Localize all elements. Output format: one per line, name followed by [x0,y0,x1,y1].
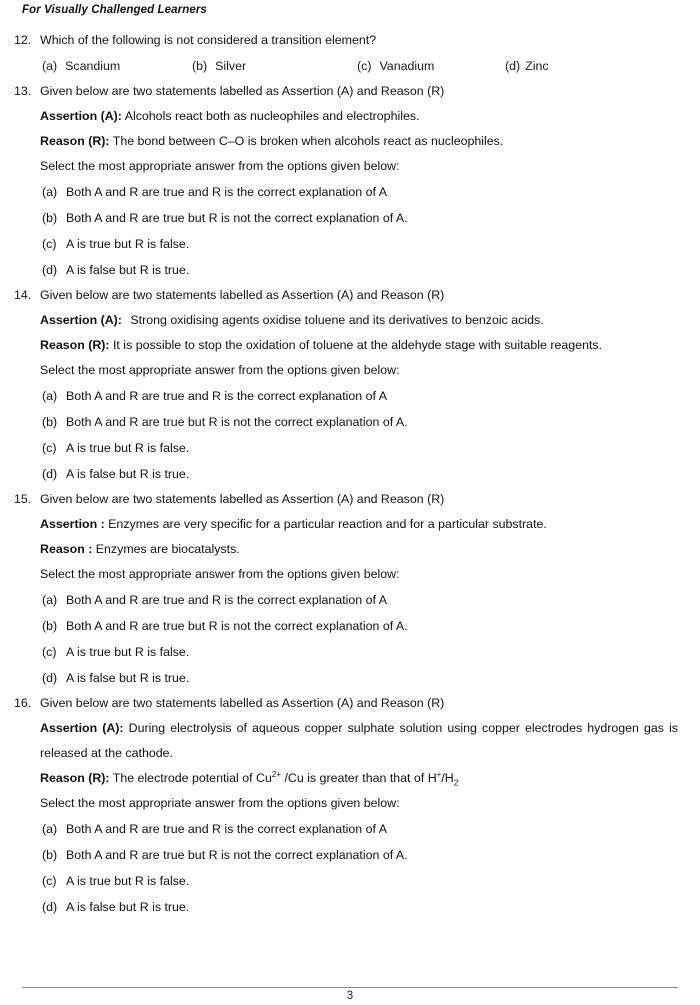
question-15-option-b[interactable] [0,613,700,639]
question-16-assertion [0,716,700,766]
h-charge-superscript: + [436,769,442,779]
question-16-reason-text-1: The electrode potential of Cu [112,771,272,785]
question-15-assertion-label: Assertion : [40,517,105,531]
question-16-stem-row [0,691,700,716]
question-15-option-d-label: (d) [42,671,58,685]
question-16-option-d-text: A is false but R is true. [66,900,190,914]
question-12-options-row [0,53,700,79]
question-15-number: 15. [14,492,32,506]
question-13-option-b-text: Both A and R are true but R is not the correct explanation of A. [66,211,408,225]
page-header-note: For Visually Challenged Learners [22,4,207,16]
question-15-reason [0,537,700,562]
question-15-stem-row [0,487,700,512]
question-16-option-a[interactable] [0,816,700,842]
question-16-reason-text-2: /Cu is greater than that of H [281,771,437,785]
question-13-reason-label: Reason (R): [40,134,110,148]
question-13-option-b-label: (b) [42,211,58,225]
question-15-option-b-label: (b) [42,619,58,633]
question-14-option-a[interactable] [0,383,700,409]
question-16-option-b-label: (b) [42,848,58,862]
question-13-number: 13. [14,84,32,98]
question-14-option-a-label: (a) [42,389,58,403]
question-12-number: 12. [14,33,32,47]
question-13 [0,79,700,283]
question-14-option-b-text: Both A and R are true but R is not the correct explanation of A. [66,415,408,429]
question-14-option-d[interactable] [0,461,700,487]
question-13-reason-text: The bond between C–O is broken when alcohols react as nucleophiles. [112,134,504,148]
question-14-option-c-text: A is true but R is false. [66,441,190,455]
question-15-assertion-text: Enzymes are very specific for a particular reaction and for a particular substrate. [108,517,547,531]
question-13-option-a-text: Both A and R are true and R is the correct explanation of A [66,185,387,199]
question-12-stem-row [0,28,700,53]
question-14-option-d-label: (d) [42,467,58,481]
question-13-option-d-text: A is false but R is true. [66,263,190,277]
question-14-option-a-text: Both A and R are true and R is the correct explanation of A [66,389,387,403]
question-14-stem-row [0,283,700,308]
question-15-options [0,587,700,691]
question-12-option-a-label: (a) [42,59,58,73]
question-16-option-a-label: (a) [42,822,58,836]
question-12-option-a[interactable] [42,53,120,79]
question-12-option-d-label: (d) [505,59,521,73]
question-14-assertion-text: Strong oxidising agents oxidise toluene and its derivatives to benzoic acids. [130,313,544,327]
footer-page-number: 3 [346,990,354,1002]
question-13-option-c-text: A is true but R is false. [66,237,190,251]
question-12-option-b[interactable] [192,53,246,79]
question-14-stem-text: Given below are two statements labelled as Assertion (A) and Reason (R) [40,288,445,302]
question-13-option-b[interactable] [0,205,700,231]
question-13-assertion-text: Alcohols react both as nucleophiles and electrophiles. [124,109,420,123]
question-14-option-c[interactable] [0,435,700,461]
question-15-reason-label: Reason : [40,542,93,556]
question-13-select-line: Select the most appropriate answer from the options given below: [40,159,400,173]
question-14-assertion-label: Assertion (A): [40,313,122,327]
question-15-assertion [0,512,700,537]
question-16-option-d[interactable] [0,894,700,920]
question-13-option-a-label: (a) [42,185,58,199]
question-14-assertion [0,308,700,333]
question-16-number: 16. [14,696,32,710]
question-15-option-c-text: A is true but R is false. [66,645,190,659]
question-12 [0,28,700,79]
question-13-stem-text: Given below are two statements labelled as Assertion (A) and Reason (R) [40,84,445,98]
question-14-option-b[interactable] [0,409,700,435]
question-14-reason-label: Reason (R): [40,338,110,352]
question-12-option-d[interactable] [505,53,549,79]
question-12-option-c[interactable] [357,53,434,79]
question-14-select-line: Select the most appropriate answer from the options given below: [40,363,400,377]
question-13-reason [0,129,700,154]
question-16-option-c-label: (c) [42,874,57,888]
question-15-option-c[interactable] [0,639,700,665]
question-16-option-b-text: Both A and R are true but R is not the correct explanation of A. [66,848,408,862]
question-13-option-c[interactable] [0,231,700,257]
question-15-option-d-text: A is false but R is true. [66,671,190,685]
question-12-option-c-label: (c) [357,59,372,73]
question-14 [0,283,700,487]
question-16-stem-text: Given below are two statements labelled as Assertion (A) and Reason (R) [40,696,445,710]
question-15-option-a-text: Both A and R are true and R is the correct explanation of A [66,593,387,607]
question-15 [0,487,700,691]
question-13-option-d-label: (d) [42,263,58,277]
question-13-option-a[interactable] [0,179,700,205]
question-16-option-c[interactable] [0,868,700,894]
question-16-assertion-label: Assertion (A): [40,721,124,735]
question-13-stem-row [0,79,700,104]
question-16-reason-text-3: /H [441,771,454,785]
question-16-options [0,816,700,920]
question-12-option-b-label: (b) [192,59,208,73]
question-14-option-d-text: A is false but R is true. [66,467,190,481]
question-16-assertion-text: During electrolysis of aqueous copper sulphate solution using copper electrodes hydrogen gas is released at the cathode. [40,721,678,760]
question-13-option-c-label: (c) [42,237,57,251]
question-15-reason-text: Enzymes are biocatalysts. [95,542,240,556]
question-16-option-b[interactable] [0,842,700,868]
question-15-select-line: Select the most appropriate answer from the options given below: [40,567,400,581]
question-12-option-d-text: Zinc [525,59,549,73]
cu-charge-superscript: 2+ [271,769,281,779]
question-16-option-d-label: (d) [42,900,58,914]
question-14-reason [0,333,700,358]
question-15-option-d[interactable] [0,665,700,691]
question-13-option-d[interactable] [0,257,700,283]
question-13-options [0,179,700,283]
question-14-number: 14. [14,288,32,302]
question-15-option-a[interactable] [0,587,700,613]
question-16-reason [0,766,700,791]
question-16-reason-label: Reason (R): [40,771,110,785]
question-13-assertion [0,104,700,129]
question-15-stem-text: Given below are two statements labelled as Assertion (A) and Reason (R) [40,492,445,506]
question-15-option-a-label: (a) [42,593,58,607]
question-14-option-c-label: (c) [42,441,57,455]
question-16-option-a-text: Both A and R are true and R is the correct explanation of A [66,822,387,836]
question-16-option-c-text: A is true but R is false. [66,874,190,888]
question-16 [0,691,700,920]
question-12-option-a-text: Scandium [65,59,121,73]
h2-subscript: 2 [453,777,459,788]
question-15-option-b-text: Both A and R are true but R is not the correct explanation of A. [66,619,408,633]
questions-container [0,28,700,920]
question-16-select-line: Select the most appropriate answer from the options given below: [40,796,400,810]
question-12-option-b-text: Silver [215,59,247,73]
question-13-assertion-label: Assertion (A): [40,109,122,123]
question-12-option-c-text: Vanadium [379,59,435,73]
question-14-reason-text: It is possible to stop the oxidation of toluene at the aldehyde stage with suitable reagents. [112,338,603,352]
question-14-option-b-label: (b) [42,415,58,429]
question-12-stem-text: Which of the following is not considered a transition element? [40,33,377,47]
question-15-option-c-label: (c) [42,645,57,659]
question-14-options [0,383,700,487]
